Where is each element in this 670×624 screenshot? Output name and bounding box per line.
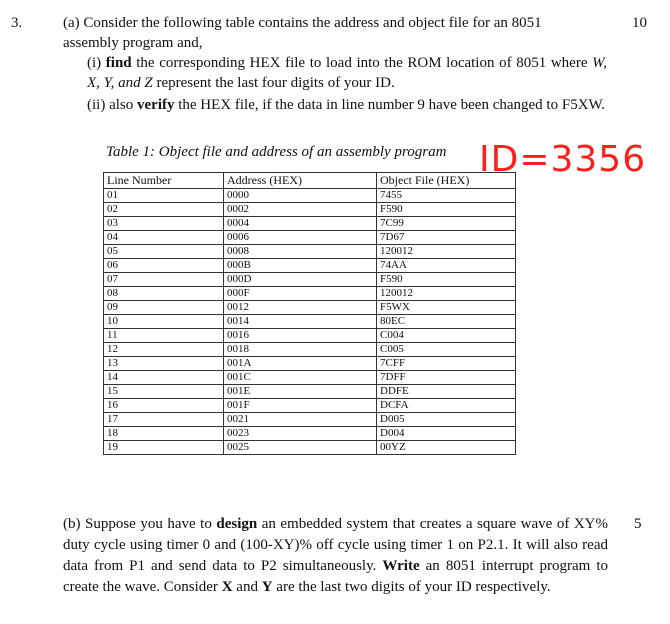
cell-object-file: F590 (377, 203, 516, 217)
part-b-t1: (b) Suppose you have to (63, 516, 217, 532)
cell-address: 001E (224, 385, 377, 399)
part-b-text (63, 514, 608, 598)
cell-address: 000F (224, 287, 377, 301)
sub-ii-keyword: verify (137, 97, 175, 113)
table-row (104, 399, 516, 413)
cell-line-number: 13 (104, 357, 224, 371)
cell-object-file: 00YZ (377, 441, 516, 455)
cell-object-file: F5WX (377, 301, 516, 315)
table-row (104, 287, 516, 301)
part-a-line-1: (a) Consider the following table contains the address and object file for an 8051 (63, 15, 542, 31)
object-file-table (103, 172, 516, 455)
cell-object-file: 120012 (377, 287, 516, 301)
cell-object-file: DDFE (377, 385, 516, 399)
cell-object-file: 7DFF (377, 371, 516, 385)
header-address: Address (HEX) (224, 173, 377, 189)
table-row (104, 231, 516, 245)
cell-address: 001C (224, 371, 377, 385)
cell-object-file: 80EC (377, 315, 516, 329)
cell-line-number: 12 (104, 343, 224, 357)
part-b-write: Write (382, 558, 420, 574)
cell-address: 0006 (224, 231, 377, 245)
cell-line-number: 02 (104, 203, 224, 217)
cell-address: 0008 (224, 245, 377, 259)
cell-object-file: D005 (377, 413, 516, 427)
sub-question-i (87, 53, 607, 93)
table-row (104, 217, 516, 231)
table-header-row (104, 173, 516, 189)
sub-i-keyword: find (105, 55, 132, 71)
part-b-design: design (216, 516, 258, 532)
cell-address: 0000 (224, 189, 377, 203)
table-row (104, 189, 516, 203)
table-row (104, 371, 516, 385)
table-row (104, 259, 516, 273)
question-number: 3. (11, 15, 23, 31)
table-row (104, 343, 516, 357)
cell-line-number: 04 (104, 231, 224, 245)
header-line-number: Line Number (104, 173, 224, 189)
table-row (104, 413, 516, 427)
cell-line-number: 10 (104, 315, 224, 329)
part-b-t4: and (232, 579, 262, 595)
sub-question-ii (87, 95, 607, 115)
cell-object-file: 74AA (377, 259, 516, 273)
table-body (104, 189, 516, 455)
cell-address: 0018 (224, 343, 377, 357)
sub-i-vars: W, X, Y, and Z (87, 55, 607, 91)
table-row (104, 357, 516, 371)
cell-object-file: DCFA (377, 399, 516, 413)
table-row (104, 203, 516, 217)
part-b-x: X (221, 579, 233, 595)
cell-object-file: 7C99 (377, 217, 516, 231)
sub-i-text: the corresponding HEX file to load into the ROM location of 8051 where (131, 55, 593, 71)
cell-address: 0016 (224, 329, 377, 343)
cell-object-file: C005 (377, 343, 516, 357)
table-row (104, 245, 516, 259)
cell-object-file: D004 (377, 427, 516, 441)
part-b-t5: are the last two digits of your ID respectively. (272, 579, 551, 595)
handwritten-id-note: ID=3356 (479, 139, 647, 180)
cell-line-number: 03 (104, 217, 224, 231)
cell-object-file: 7CFF (377, 357, 516, 371)
cell-line-number: 15 (104, 385, 224, 399)
cell-address: 0012 (224, 301, 377, 315)
cell-address: 0004 (224, 217, 377, 231)
part-b-y: Y (261, 579, 273, 595)
part-a-line-2: assembly program and, (63, 35, 203, 51)
cell-address: 000B (224, 259, 377, 273)
cell-line-number: 17 (104, 413, 224, 427)
cell-line-number: 16 (104, 399, 224, 413)
table-row (104, 273, 516, 287)
part-b-t2: an embedded system that creates a square wave of XY% duty cycle using timer 0 and (100-XY)% off cycle using timer 1 on P2.1. It will also read data from P1 and send data to P2 simultaneously. (63, 516, 609, 574)
cell-line-number: 05 (104, 245, 224, 259)
cell-address: 000D (224, 273, 377, 287)
sub-i-end: represent the last four digits of your ID. (152, 75, 395, 91)
cell-line-number: 06 (104, 259, 224, 273)
cell-object-file: F590 (377, 273, 516, 287)
table-row (104, 441, 516, 455)
table-row (104, 385, 516, 399)
cell-address: 0021 (224, 413, 377, 427)
table-caption: Table 1: Object file and address of an assembly program (106, 144, 447, 160)
table-row (104, 315, 516, 329)
table-row (104, 329, 516, 343)
sub-ii-prefix: (ii) also (87, 97, 137, 113)
cell-line-number: 01 (104, 189, 224, 203)
cell-address: 001F (224, 399, 377, 413)
cell-address: 0014 (224, 315, 377, 329)
cell-address: 001A (224, 357, 377, 371)
cell-line-number: 14 (104, 371, 224, 385)
cell-line-number: 11 (104, 329, 224, 343)
sub-i-prefix: (i) (87, 55, 106, 71)
table-row (104, 427, 516, 441)
cell-object-file: C004 (377, 329, 516, 343)
cell-address: 0025 (224, 441, 377, 455)
cell-line-number: 07 (104, 273, 224, 287)
cell-address: 0023 (224, 427, 377, 441)
cell-line-number: 09 (104, 301, 224, 315)
cell-object-file: 7D67 (377, 231, 516, 245)
header-object-file: Object File (HEX) (377, 173, 516, 189)
cell-object-file: 7455 (377, 189, 516, 203)
cell-line-number: 19 (104, 441, 224, 455)
cell-address: 0002 (224, 203, 377, 217)
part-b-t3: an 8051 interrupt program to create the wave. Consider (63, 558, 609, 595)
marks-part-a: 10 (632, 15, 647, 31)
table-row (104, 301, 516, 315)
cell-object-file: 120012 (377, 245, 516, 259)
cell-line-number: 18 (104, 427, 224, 441)
marks-part-b: 5 (634, 516, 642, 532)
sub-ii-text: the HEX file, if the data in line number 9 have been changed to F5XW. (174, 97, 606, 113)
cell-line-number: 08 (104, 287, 224, 301)
